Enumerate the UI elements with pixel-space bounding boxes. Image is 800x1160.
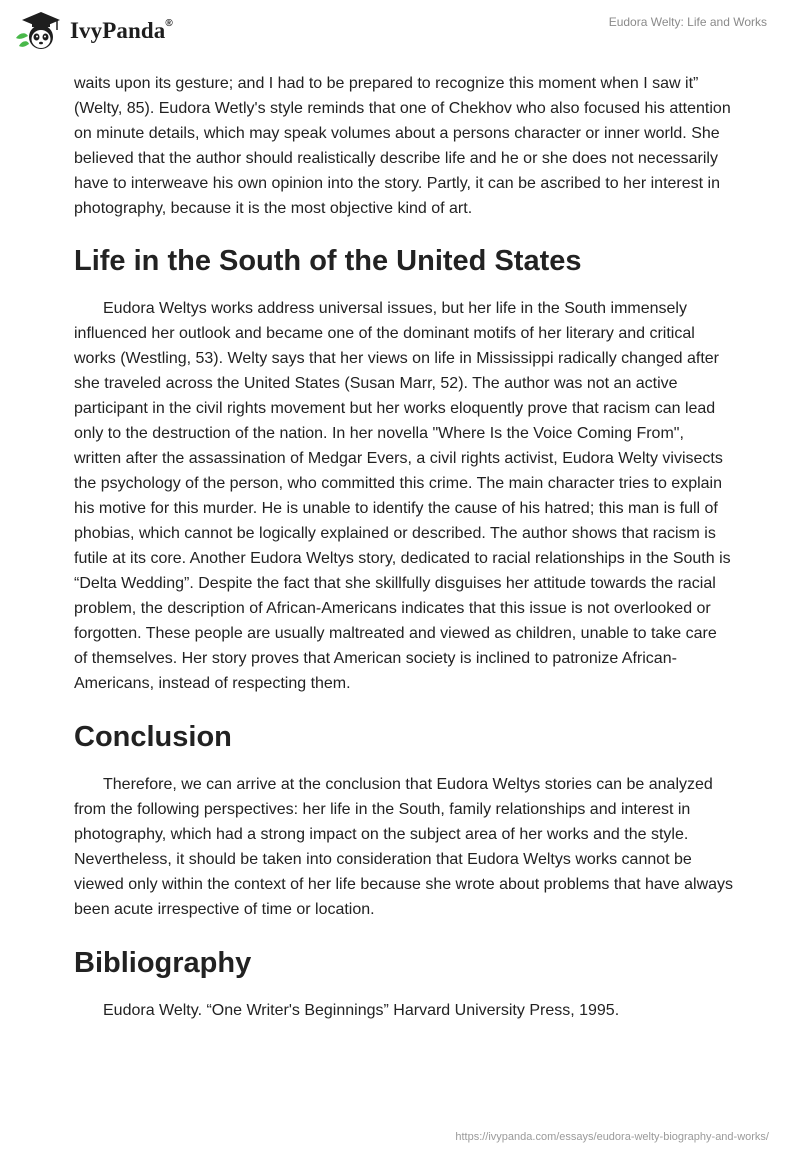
section-heading-life-in-south: Life in the South of the United States [74, 245, 582, 277]
ivypanda-logo[interactable] [14, 8, 173, 52]
intro-paragraph: waits upon its gesture; and I had to be prepared to recognize this moment when I saw it” (Welty, 85). Eudora Wetly's style reminds that one of Chekhov who also focused his attention on minute details, which may speak volumes about a persons character or inner world. She believed that the author should realistically describe life and he or she does not necessarily have to interweave his own opinion into the story. Partly, it can be ascribed to her interest in photography, because it is the most objective kind of art. [74, 75, 731, 217]
brand-name: IvyPanda® [70, 18, 173, 43]
panda-graduate-logo-icon [14, 8, 66, 52]
source-url[interactable]: https://ivypanda.com/essays/eudora-welty-biography-and-works/ [455, 1131, 769, 1143]
section-paragraph-life-in-south: Eudora Weltys works address universal issues, but her life in the South immensely influenced her outlook and became one of the dominant motifs of her literary and critical works (Westling, 53). Welty says that her views on life in Mississippi radically changed after she traveled across the United States (Susan Marr, 52). The author was not an active participant in the civil rights movement but her works eloquently prove that racism can lead only to the destruction of the nation. In her novella "Where Is the Voice Coming From", written after the assassination of Medgar Evers, a civil rights activist, Eudora Welty vivisects the psychology of the person, who committed this crime. The main character tries to explain his motive for this murder. He is unable to identify the cause of his hatred; this man is full of phobias, which cannot be logically explained or described. The author shows that racism is futile at its core. Another Eudora Weltys story, dedicated to racial relationships in the South is “Delta Wedding”. Despite the fact that she skillfully disguises her attitude towards the racial problem, the description of African-Americans indicates that this issue is not overlooked or forgotten. These people are usually maltreated and viewed as children, unable to take care of themselves. Her story proves that American society is inclined to patronize African-Americans, instead of respecting them. [74, 300, 731, 692]
section-heading-bibliography: Bibliography [74, 947, 252, 979]
page-header [0, 0, 800, 60]
section-paragraph-conclusion: Therefore, we can arrive at the conclusion that Eudora Weltys stories can be analyzed from the following perspectives: her life in the South, family relationships and interest in photography, which had a strong impact on the subject area of her works and the style. Nevertheless, it should be taken into consideration that Eudora Weltys works cannot be viewed only within the context of her life because she wrote about problems that have always been acute irrespective of time or location. [74, 776, 734, 918]
document-title: Eudora Welty: Life and Works [608, 15, 767, 29]
section-heading-conclusion: Conclusion [74, 721, 232, 753]
bibliography-entry: Eudora Welty. “One Writer's Beginnings” Harvard University Press, 1995. [103, 1002, 620, 1019]
essay-content [74, 71, 734, 1023]
